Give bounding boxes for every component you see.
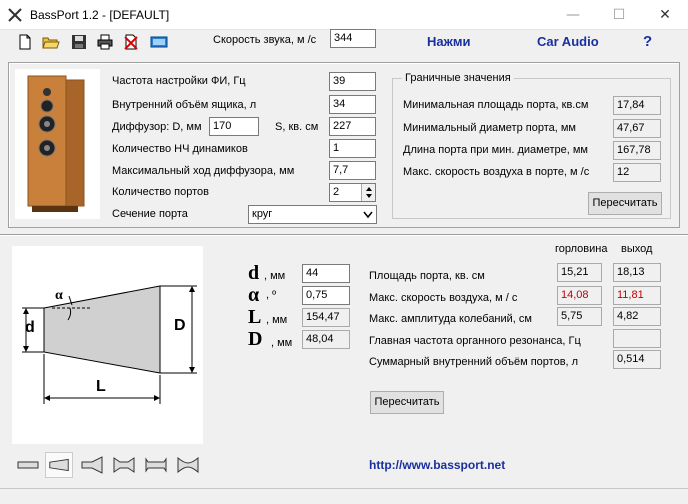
cone-port-icon[interactable]	[45, 452, 73, 478]
organ-resonance-value	[613, 329, 661, 348]
press-link[interactable]: Нажми	[427, 34, 471, 49]
chevron-down-icon[interactable]	[360, 206, 376, 223]
D-value: 48,04	[302, 330, 350, 349]
window-title: BassPort 1.2 - [DEFAULT]	[30, 8, 170, 22]
curved-flare-icon[interactable]	[174, 452, 202, 478]
app-icon	[7, 7, 23, 23]
alpha-unit: , º	[266, 289, 277, 301]
port-area-label: Площадь порта, кв. см	[369, 270, 485, 282]
area-s-label: S, кв. см	[275, 121, 319, 133]
fi-freq-label: Частота настройки ФИ, Гц	[112, 75, 246, 87]
diagram-alpha-label: α	[55, 288, 63, 303]
total-port-volume-value: 0,514	[613, 350, 661, 369]
minimize-button[interactable]: —	[566, 7, 580, 23]
open-folder-icon[interactable]	[42, 33, 60, 51]
max-amplitude-throat: 5,75	[557, 307, 602, 326]
alpha-input[interactable]: 0,75	[302, 286, 350, 305]
d-input[interactable]: 44	[302, 264, 350, 283]
throat-column-header: горловина	[555, 243, 608, 255]
exit-column-header: выход	[621, 243, 653, 255]
keyboard-icon[interactable]	[150, 33, 168, 51]
alpha-symbol: α	[248, 284, 260, 306]
port-cone-diagram	[12, 246, 203, 444]
drivers-count-input[interactable]: 1	[329, 139, 376, 158]
fi-freq-input[interactable]: 39	[329, 72, 376, 91]
ports-count-label: Количество портов	[112, 186, 209, 198]
volume-input[interactable]: 34	[329, 95, 376, 114]
new-file-icon[interactable]	[16, 33, 34, 51]
drivers-count-label: Количество НЧ динамиков	[112, 143, 248, 155]
status-bar	[0, 488, 688, 504]
flared-both-icon[interactable]	[110, 452, 138, 478]
recalculate-port-button[interactable]: Пересчитать	[370, 391, 444, 414]
max-speed-label: Макс. скорость воздуха, м / с	[369, 292, 518, 304]
port-length-value: 167,78	[613, 141, 661, 160]
diagram-d-label: d	[25, 319, 35, 336]
maximize-button[interactable]: ☐	[612, 7, 626, 23]
diagram-L-label: L	[96, 378, 106, 395]
port-area-throat: 15,21	[557, 263, 602, 282]
recalculate-limits-button[interactable]: Пересчитать	[588, 192, 662, 215]
organ-resonance-label: Главная частота органного резонанса, Гц	[369, 335, 581, 347]
diffuser-label: Диффузор: D, мм	[112, 121, 202, 133]
D-symbol: D	[248, 328, 263, 350]
D-unit: , мм	[271, 337, 293, 349]
ports-count-value: 2	[333, 186, 340, 198]
port-area-exit: 18,13	[613, 263, 661, 282]
website-link[interactable]: http://www.bassport.net	[369, 458, 506, 472]
d-symbol: d	[248, 262, 260, 284]
close-button[interactable]: ✕	[659, 7, 671, 23]
save-icon[interactable]	[70, 33, 88, 51]
straight-port-icon[interactable]	[14, 452, 42, 478]
spinner-arrows-icon	[362, 184, 376, 201]
speaker-cabinet-icon	[22, 72, 92, 217]
car-audio-link[interactable]: Car Audio	[537, 34, 599, 49]
help-button[interactable]: ?	[643, 33, 653, 50]
volume-label: Внутренний объём ящика, л	[112, 99, 257, 111]
xmax-label: Максимальный ход диффузора, мм	[112, 165, 295, 177]
delete-icon[interactable]	[122, 33, 140, 51]
title-bar	[0, 0, 688, 30]
sound-speed-input[interactable]: 344	[330, 29, 376, 48]
port-section-label: Сечение порта	[112, 208, 188, 220]
horn-port-icon[interactable]	[78, 452, 106, 478]
print-icon[interactable]	[96, 33, 114, 51]
max-air-speed-value: 12	[613, 163, 661, 182]
double-flared-icon[interactable]	[142, 452, 170, 478]
spinner-arrows[interactable]	[361, 184, 375, 201]
min-area-label: Минимальная площадь порта, кв.см	[403, 99, 589, 111]
min-diam-label: Минимальный диаметр порта, мм	[403, 122, 576, 134]
diffuser-input[interactable]: 170	[209, 117, 259, 136]
diagram-D-label: D	[174, 317, 186, 334]
port-section-value: круг	[252, 208, 273, 220]
area-s-input[interactable]: 227	[329, 117, 376, 136]
total-port-volume-label: Суммарный внутренний объём портов, л	[369, 356, 579, 368]
limits-group-title: Граничные значения	[402, 72, 514, 84]
min-diam-value: 47,67	[613, 119, 661, 138]
d-unit: , мм	[264, 270, 286, 282]
max-air-speed-label: Макс. скорость воздуха в порте, м /с	[403, 166, 590, 178]
xmax-input[interactable]: 7,7	[329, 161, 376, 180]
max-speed-exit: 11,81	[613, 286, 661, 305]
max-amplitude-exit: 4,82	[613, 307, 661, 326]
port-length-label: Длина порта при мин. диаметре, мм	[403, 144, 588, 156]
L-value: 154,47	[302, 308, 350, 327]
min-area-value: 17,84	[613, 96, 661, 115]
sound-speed-label: Скорость звука, м /с	[213, 34, 317, 46]
port-section-select[interactable]	[248, 205, 377, 224]
max-amplitude-label: Макс. амплитуда колебаний, см	[369, 313, 532, 325]
L-unit: , мм	[266, 314, 288, 326]
section-divider	[0, 234, 688, 236]
max-speed-throat: 14,08	[557, 286, 602, 305]
L-symbol: L	[248, 306, 262, 328]
